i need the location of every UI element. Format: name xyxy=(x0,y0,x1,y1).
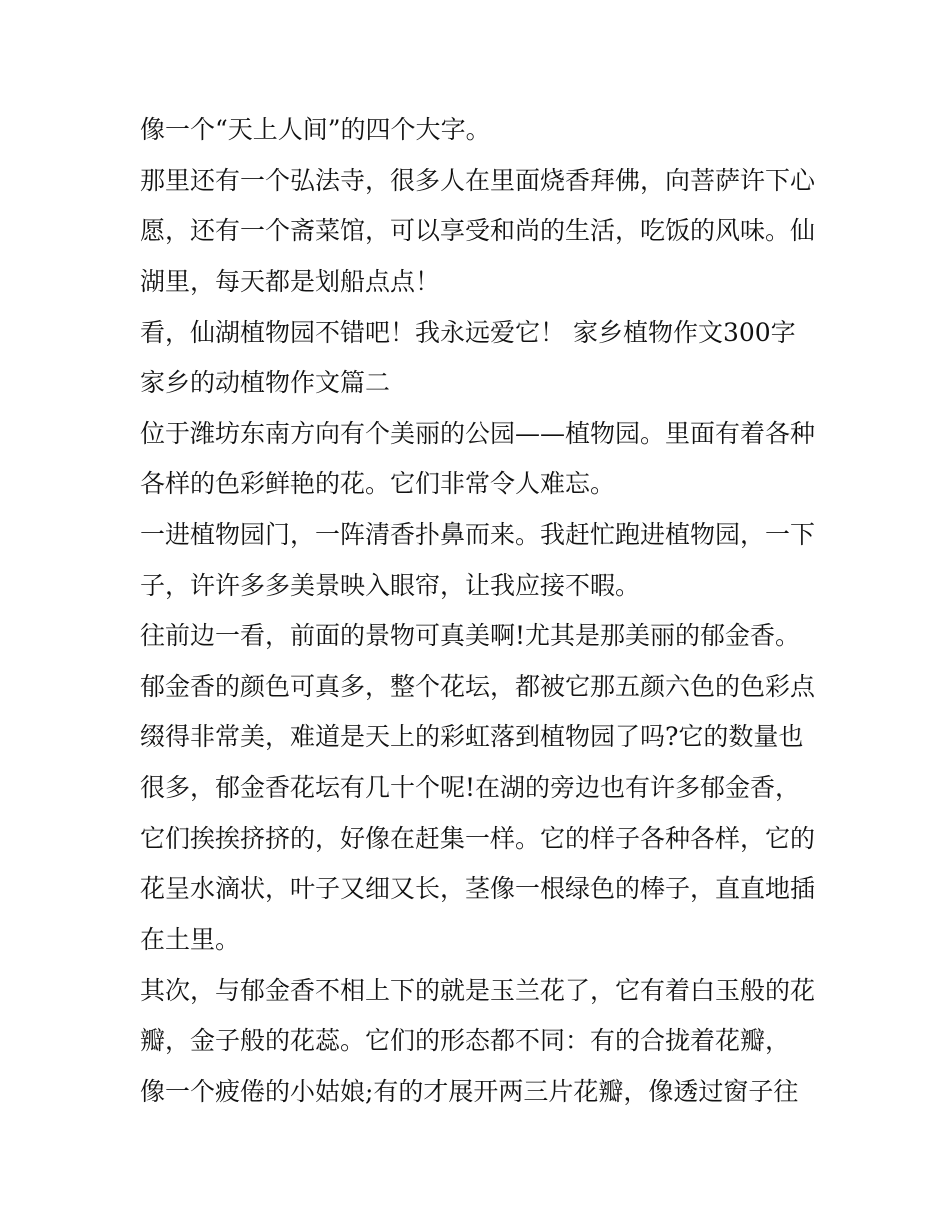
text-line: 郁金香的颜色可真多，整个花坛，都被它那五颜六色的色彩点 xyxy=(140,672,816,701)
text-line: 缀得非常美，难道是天上的彩虹落到植物园了吗?它的数量也 xyxy=(140,722,804,751)
text-line: 很多，郁金香花坛有几十个呢!在湖的旁边也有许多郁金香， xyxy=(140,773,801,802)
text-line: 瓣，金子般的花蕊。它们的形态都不同：有的合拢着花瓣， xyxy=(140,1026,791,1055)
text-line: 在土里。 xyxy=(140,925,241,954)
text-line: 往前边一看，前面的景物可真美啊!尤其是那美丽的郁金香。 xyxy=(140,621,801,650)
text-line: 湖里，每天都是划船点点！ xyxy=(140,267,441,296)
text-line: 那里还有一个弘法寺，很多人在里面烧香拜佛，向菩萨许下心 xyxy=(140,166,816,195)
section-heading: 家乡的动植物作文篇二 xyxy=(140,368,391,397)
text-line: 像一个“天上人间”的四个大字。 xyxy=(140,115,491,144)
text-line: 子，许许多多美景映入眼帘，让我应接不暇。 xyxy=(140,571,641,600)
text-line: 各样的色彩鲜艳的花。它们非常令人难忘。 xyxy=(140,469,616,498)
text-line: 它们挨挨挤挤的，好像在赶集一样。它的样子各种各样，它的 xyxy=(140,824,816,853)
text-line: 位于潍坊东南方向有个美丽的公园——植物园。里面有着各种 xyxy=(140,419,816,448)
text-line: 看，仙湖植物园不错吧！我永远爱它！ 家乡植物作文300字 xyxy=(140,318,796,347)
text-line: 其次，与郁金香不相上下的就是玉兰花了，它有着白玉般的花 xyxy=(140,976,816,1005)
text-line: 愿，还有一个斋菜馆，可以享受和尚的生活，吃饭的风味。仙 xyxy=(140,216,816,245)
text-line: 花呈水滴状，叶子又细又长，茎像一根绿色的棒子，直直地插 xyxy=(140,874,816,903)
text-line: 一进植物园门，一阵清香扑鼻而来。我赶忙跑进植物园，一下 xyxy=(140,520,816,549)
text-line: 像一个疲倦的小姑娘;有的才展开两三片花瓣，像透过窗子往 xyxy=(140,1077,799,1106)
